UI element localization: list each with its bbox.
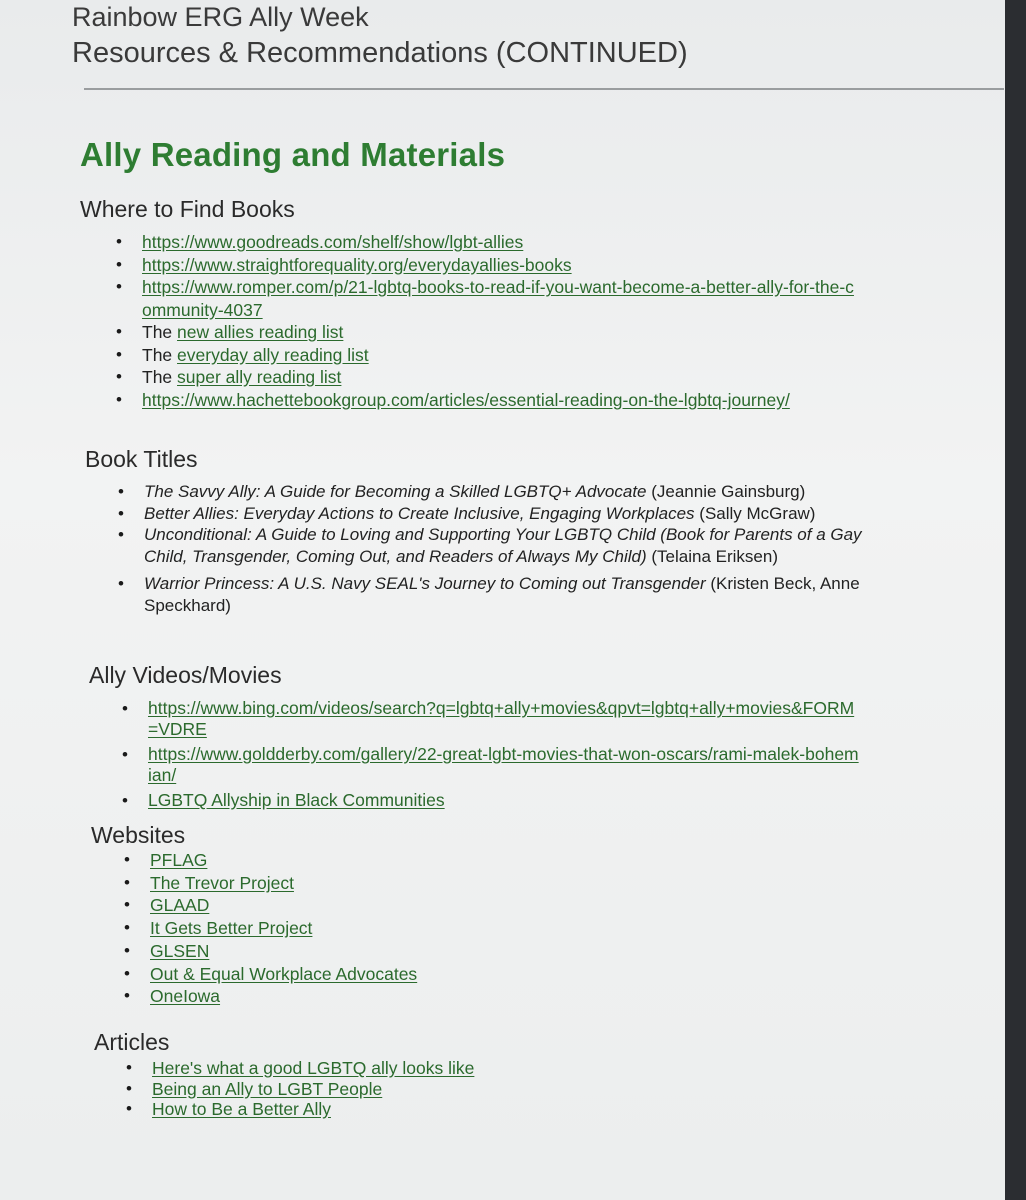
list-item [116,366,856,389]
resource-link[interactable]: Out & Equal Workplace Advocates [150,963,418,984]
list-item-prefix: The [142,367,178,387]
list-item [124,849,624,872]
list-item [116,276,856,321]
heading-ally-videos-movies: Ally Videos/Movies [89,662,282,688]
book-title: Warrior Princess: A U.S. Navy SEAL's Journey to Coming out Transgender [144,574,706,593]
heading-articles: Articles [94,1029,170,1055]
list-item [118,503,888,525]
book-title: The Savvy Ally: A Guide for Becoming a Skilled LGBTQ+ Advocate [144,482,647,501]
list-item [124,985,624,1008]
list-item-prefix: The [142,322,178,342]
list-websites [124,849,624,1008]
resource-link[interactable]: LGBTQ Allyship in Black Communities [148,790,445,810]
header-title: Rainbow ERG Ally Week [72,2,369,32]
resource-link[interactable]: https://www.goodreads.com/shelf/show/lgbt-allies [142,232,524,252]
book-author: (Kristen Beck, Anne Speckhard) [144,574,860,615]
list-item [122,744,862,786]
list-articles [126,1058,626,1120]
resource-link[interactable]: https://www.goldderby.com/gallery/22-great-lgbt-movies-that-won-oscars/rami-malek-bohemian/ [148,744,859,785]
resource-link[interactable]: https://www.straightforequality.org/everydayallies-books [142,254,572,275]
list-item [124,894,624,917]
list-item [126,1058,626,1079]
resource-link[interactable]: GLSEN [150,940,210,961]
header-divider [84,88,1004,90]
list-where-to-find-books [116,231,856,411]
list-item [116,344,856,367]
resource-link[interactable]: https://www.hachettebookgroup.com/articles/essential-reading-on-the-lgbtq-journey/ [142,389,790,410]
list-item [116,254,856,277]
list-item [122,790,862,811]
resource-link[interactable]: OneIowa [150,986,221,1007]
resource-link[interactable]: GLAAD [150,895,210,916]
list-item [124,917,624,940]
list-item [126,1099,626,1120]
resource-link[interactable]: everyday ally reading list [177,344,369,365]
list-book-titles [118,481,888,616]
header-subtitle: Resources & Recommendations (CONTINUED) [72,37,688,69]
list-ally-videos [122,698,862,811]
resource-link[interactable]: PFLAG [150,850,208,870]
list-item [118,481,888,503]
list-item [124,940,624,963]
resource-link[interactable]: new allies reading list [177,322,344,342]
list-item [116,321,856,344]
list-item [126,1079,626,1100]
resource-link[interactable]: https://www.bing.com/videos/search?q=lgbtq+ally+movies&qpvt=lgbtq+ally+movies&FORM=VDRE [148,698,855,739]
list-item [124,963,624,986]
list-item [124,872,624,895]
book-author: (Sally McGraw) [694,503,816,523]
resource-link[interactable]: The Trevor Project [150,872,294,893]
heading-websites: Websites [91,822,186,848]
book-author: (Jeannie Gainsburg) [646,482,806,501]
resource-link[interactable]: It Gets Better Project [150,918,313,939]
list-item [116,389,856,412]
heading-where-to-find-books: Where to Find Books [80,196,295,222]
resource-link[interactable]: How to Be a Better Ally [152,1099,331,1119]
list-item [118,524,888,567]
section-title: Ally Reading and Materials [80,136,506,173]
list-item [116,231,856,254]
book-title: Better Allies: Everyday Actions to Create Inclusive, Engaging Workplaces [144,503,695,523]
resource-link[interactable]: https://www.romper.com/p/21-lgbtq-books-to-read-if-you-want-become-a-better-ally-for-the-community-4037 [142,277,854,320]
resource-link[interactable]: Being an Ally to LGBT People [152,1078,383,1099]
document-header [72,0,688,72]
book-title: Unconditional: A Guide to Loving and Supporting Your LGBTQ Child (Book for Parents of a Gay Child, Transgender, Coming Out, and Readers of Always My Child) [144,525,862,566]
resource-link[interactable]: super ally reading list [177,367,342,387]
resource-link[interactable]: Here's what a good LGBTQ ally looks like [152,1058,475,1078]
list-item [122,698,862,740]
list-item [118,573,888,616]
heading-book-titles: Book Titles [85,446,198,472]
book-author: (Telaina Eriksen) [646,546,778,566]
list-item-prefix: The [142,344,178,365]
